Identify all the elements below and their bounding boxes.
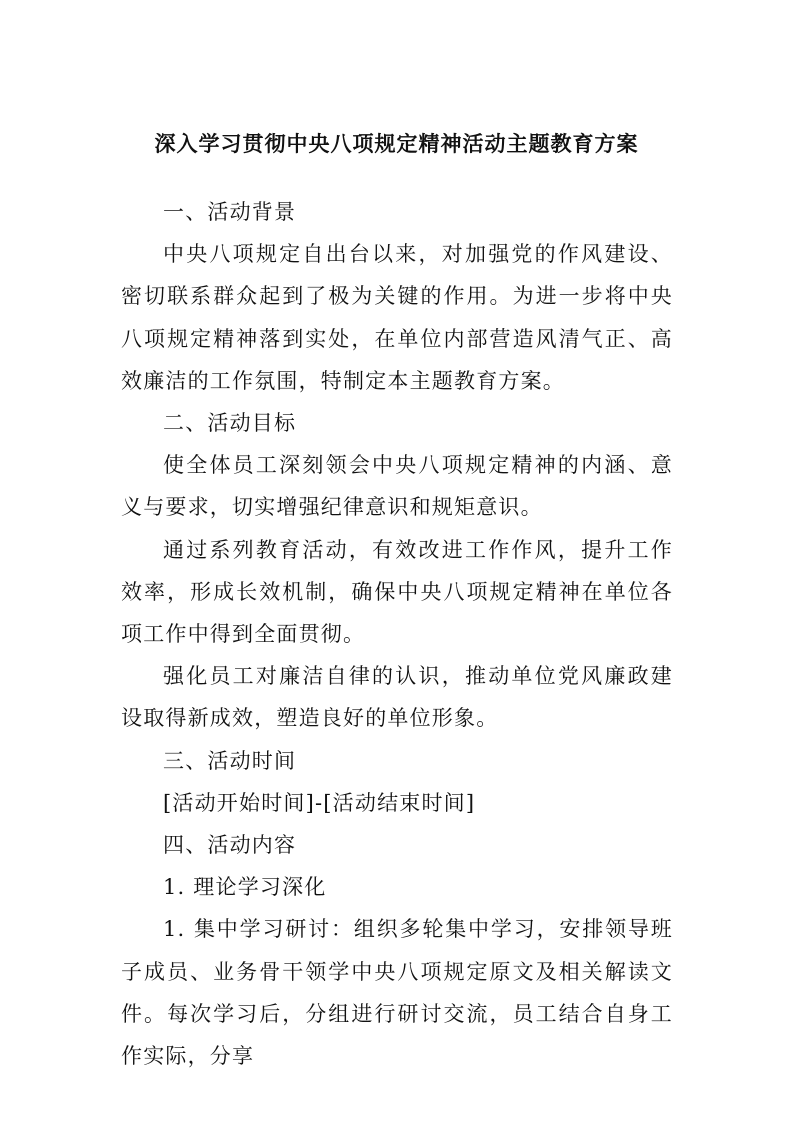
paragraph-goal-1: 使全体员工深刻领会中央八项规定精神的内涵、意义与要求，切实增强纪律意识和规矩意识。 [121,453,673,520]
section-heading-background: 一、活动背景 [163,200,297,224]
paragraph-group-study: 1. 集中学习研讨：组织多轮集中学习，安排领导班子成员、业务骨干领学中央八项规定原文及相关解读文件。每次学习后，分组进行研讨交流，员工结合自身工作实际，分享 [121,917,673,1069]
document-body [121,191,673,1077]
paragraph-goal-2: 通过系列教育活动，有效改进工作作风，提升工作效率，形成长效机制，确保中央八项规定精神在单位各项工作中得到全面贯彻。 [121,537,673,647]
paragraph-time: [活动开始时间]-[活动结束时间] [163,790,476,815]
section-heading-time: 三、活动时间 [163,748,297,773]
document-title: 深入学习贯彻中央八项规定精神活动主题教育方案 [154,131,639,156]
section-heading-content: 四、活动内容 [163,833,297,858]
subheading-theory-study: 1. 理论学习深化 [163,875,327,900]
section-heading-goals: 二、活动目标 [163,411,297,436]
paragraph-goal-3: 强化员工对廉洁自律的认识，推动单位党风廉政建设取得新成效，塑造良好的单位形象。 [121,664,673,731]
paragraph-background: 中央八项规定自出台以来，对加强党的作风建设、密切联系群众起到了极为关键的作用。为进一步将中央八项规定精神落到实处，在单位内部营造风清气正、高效廉洁的工作氛围，特制定本主题教育方案。 [121,242,673,393]
